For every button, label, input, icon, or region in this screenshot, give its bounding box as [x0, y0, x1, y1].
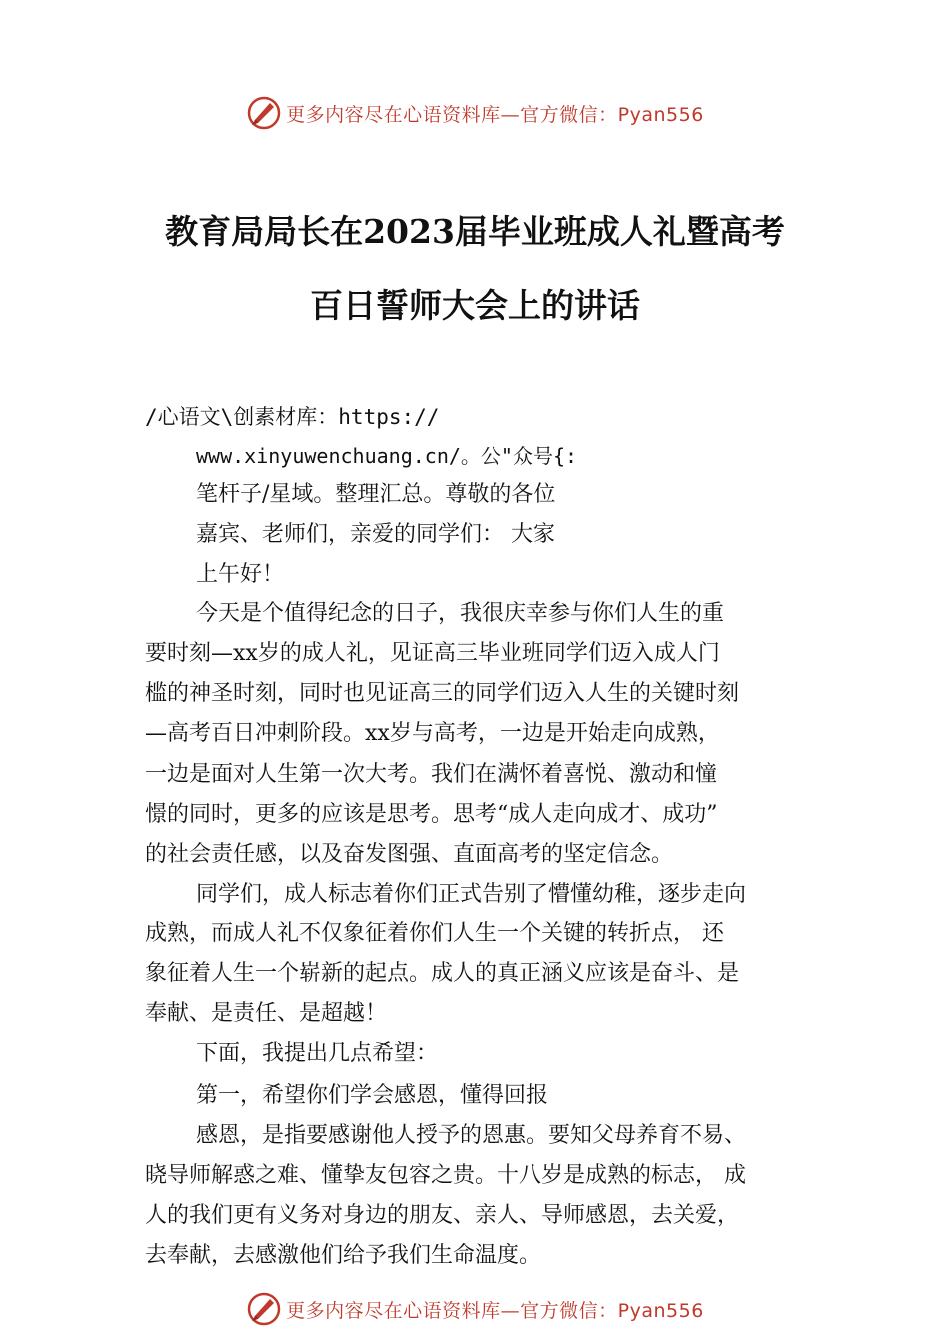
body-line: 人的我们更有义务对身边的朋友、亲人、导师感恩，去关爱，	[145, 1203, 740, 1228]
body-line: 去奉献，去感激他们给予我们生命温度。	[145, 1243, 542, 1268]
body-line: 槛的神圣时刻，同时也见证高三的同学们迈入人生的关键时刻	[145, 681, 740, 706]
document-title-line-2: 百日誓师大会上的讲话	[310, 286, 640, 325]
body-line: 今天是个值得纪念的日子，我很庆幸参与你们人生的重	[196, 601, 725, 626]
body-line: 笔杆子/星域。整理汇总。尊敬的各位	[196, 482, 556, 507]
body-line: 象征着人生一个崭新的起点。成人的真正涵义应该是奋斗、是	[145, 961, 740, 986]
body-line: 晓导师解惑之难、懂挚友包容之贵。十八岁是成熟的标志， 成	[145, 1163, 746, 1188]
brand-logo-icon	[246, 95, 282, 131]
body-line: 嘉宾、老师们，亲爱的同学们： 大家	[196, 522, 555, 547]
body-line: 上午好！	[196, 562, 285, 587]
footer-watermark-banner	[0, 1289, 950, 1329]
wechat-id: Pyan556	[617, 103, 704, 126]
body-line: —高考百日冲刺阶段。xx岁与高考，一边是开始走向成熟，	[145, 721, 720, 746]
body-line: 奉献、是责任、是超越！	[145, 1001, 388, 1026]
body-line: 的社会责任感，以及奋发图强、直面高考的坚定信念。	[145, 842, 674, 867]
brand-logo-icon	[246, 1291, 282, 1327]
body-line: 要时刻—xx岁的成人礼，见证高三毕业班同学们迈入成人门	[145, 641, 720, 666]
body-line: 一边是面对人生第一次大考。我们在满怀着喜悦、激动和憧	[145, 762, 718, 787]
body-line: 下面，我提出几点希望：	[196, 1041, 439, 1066]
body-line: 憬的同时，更多的应该是思考。思考“成人走向成才、成功”	[145, 802, 718, 827]
body-line: /心语文\创素材库：https://	[145, 405, 440, 429]
watermark-text: 更多内容尽在心语资料库—官方微信：Pyan556	[286, 103, 704, 126]
body-line: 感恩，是指要感谢他人授予的恩惠。要知父母养育不易、	[196, 1123, 747, 1148]
body-line: www.xinyuwenchuang.cn/。公"众号{:	[196, 444, 578, 468]
header-watermark-banner	[0, 93, 950, 133]
document-title-line-1: 教育局局长在2023届毕业班成人礼暨高考	[165, 212, 785, 251]
body-line: 成熟，而成人礼不仅象征着你们人生一个关键的转折点， 还	[145, 921, 724, 946]
watermark-text: 更多内容尽在心语资料库—官方微信：Pyan556	[286, 1299, 704, 1322]
body-line: 同学们，成人标志着你们正式告别了懵懂幼稚，逐步走向	[196, 882, 747, 907]
wechat-id: Pyan556	[617, 1299, 704, 1322]
body-line: 第一，希望你们学会感恩，懂得回报	[196, 1083, 549, 1108]
